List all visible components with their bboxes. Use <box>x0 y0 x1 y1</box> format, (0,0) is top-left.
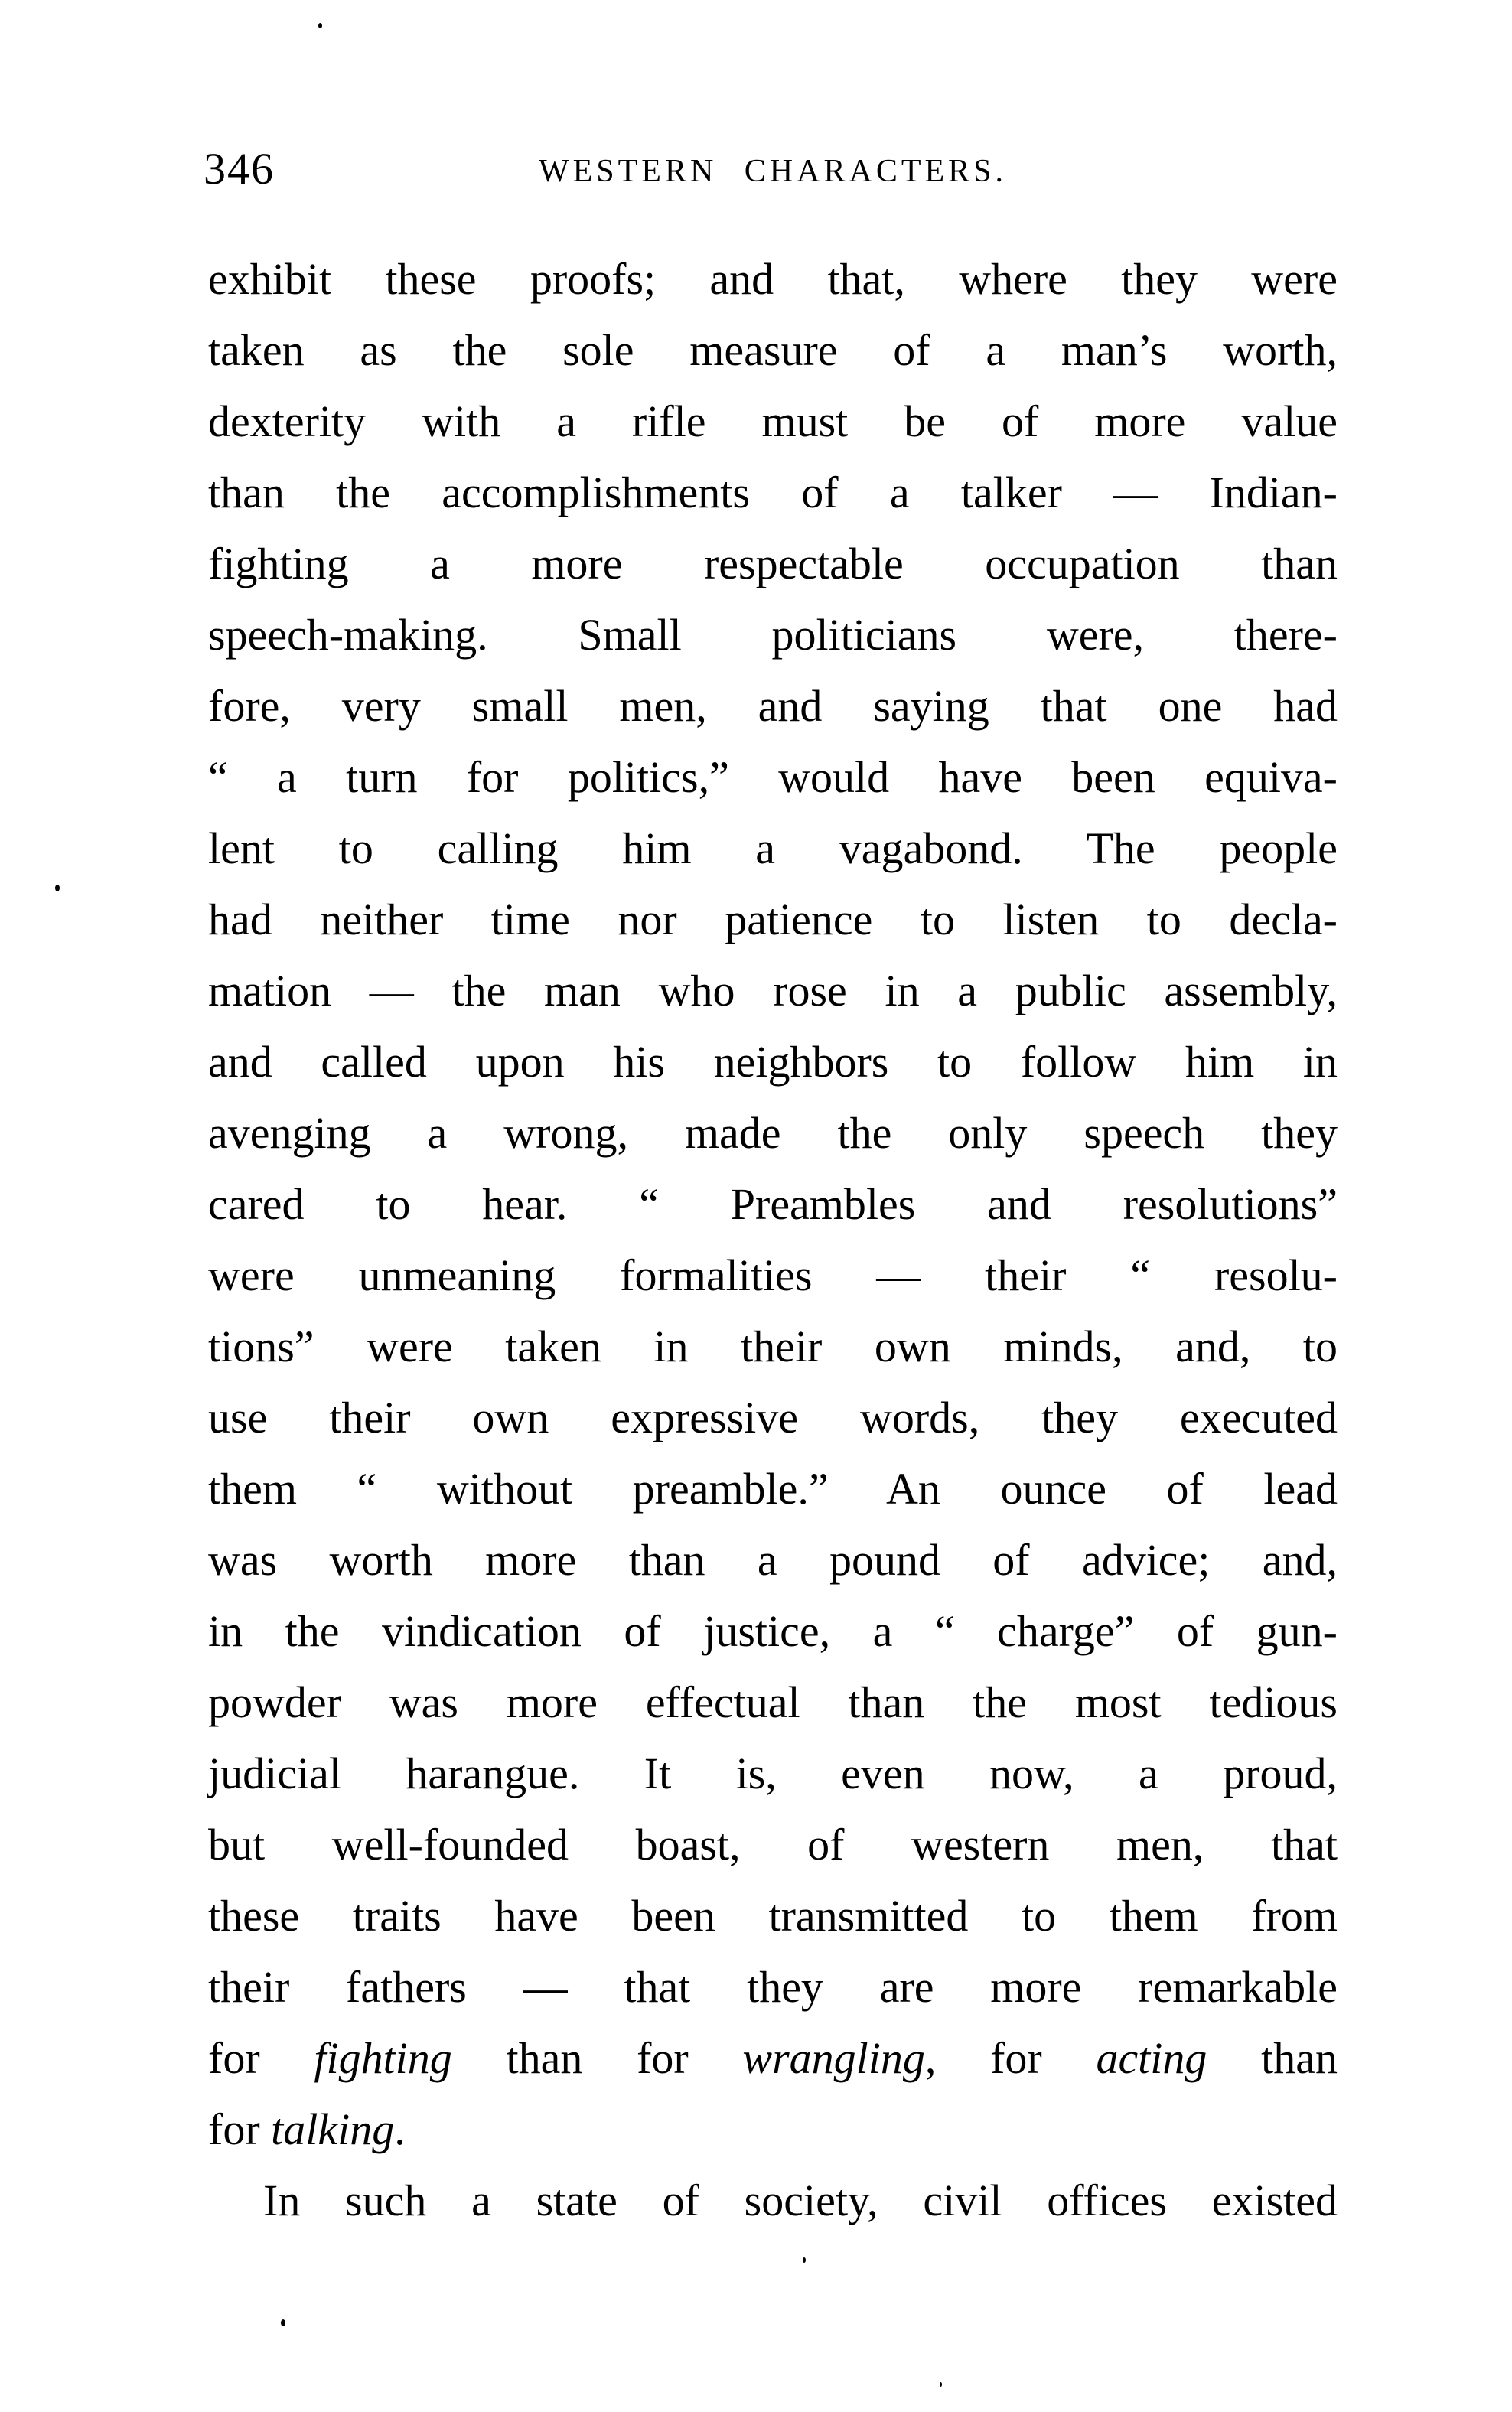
text-line: was worth more than a pound of advice; and, <box>208 1535 1338 1585</box>
text-line: these traits have been transmitted to them from <box>208 1891 1338 1941</box>
text-line: and called upon his neighbors to follow him in <box>208 1037 1338 1087</box>
scan-speck <box>940 2382 942 2387</box>
text-line: them “ without preamble.” An ounce of lead <box>208 1464 1338 1514</box>
text-line: but well-founded boast, of western men, that <box>208 1820 1338 1869</box>
text-line: than the accomplishments of a talker — Indian- <box>208 468 1338 517</box>
text-line: their fathers — that they are more remarkable <box>208 1962 1338 2012</box>
text-line: dexterity with a rifle must be of more value <box>208 396 1338 446</box>
page-body <box>208 243 1338 2236</box>
scan-speck <box>803 2257 806 2263</box>
text-line: taken as the sole measure of a man’s worth, <box>208 325 1338 375</box>
text-line: for talking. <box>208 2104 406 2154</box>
text-line: exhibit these proofs; and that, where they were <box>208 254 1338 304</box>
page-number: 346 <box>204 144 275 194</box>
text-line: lent to calling him a vagabond. The people <box>208 823 1338 873</box>
text-line: avenging a wrong, made the only speech they <box>208 1108 1338 1158</box>
text-line: had neither time nor patience to listen to decla- <box>208 895 1338 944</box>
text-line: In such a state of society, civil offices existed <box>263 2176 1338 2225</box>
scan-speck <box>55 885 60 891</box>
text-line: in the vindication of justice, a “ charge” of gun- <box>208 1606 1338 1656</box>
text-line: were unmeaning formalities — their “ resolu- <box>208 1250 1338 1300</box>
running-header: WESTERN CHARACTERS. <box>538 154 1008 189</box>
text-line: “ a turn for politics,” would have been equiva- <box>208 752 1338 802</box>
scan-speck <box>281 2319 285 2326</box>
text-line: use their own expressive words, they executed <box>208 1393 1338 1442</box>
text-line: fighting a more respectable occupation than <box>208 539 1338 588</box>
scan-speck <box>318 23 322 28</box>
text-line: speech-making. Small politicians were, there- <box>208 610 1338 660</box>
text-line: fore, very small men, and saying that one had <box>208 681 1338 731</box>
text-line: for fighting than for wrangling, for acting than <box>208 2033 1338 2083</box>
text-line: cared to hear. “ Preambles and resolutions” <box>208 1179 1338 1229</box>
text-line: tions” were taken in their own minds, and, to <box>208 1322 1338 1371</box>
text-line: powder was more effectual than the most tedious <box>208 1677 1338 1727</box>
text-line: mation — the man who rose in a public assembly, <box>208 966 1338 1015</box>
text-line: judicial harangue. It is, even now, a proud, <box>208 1749 1338 1798</box>
